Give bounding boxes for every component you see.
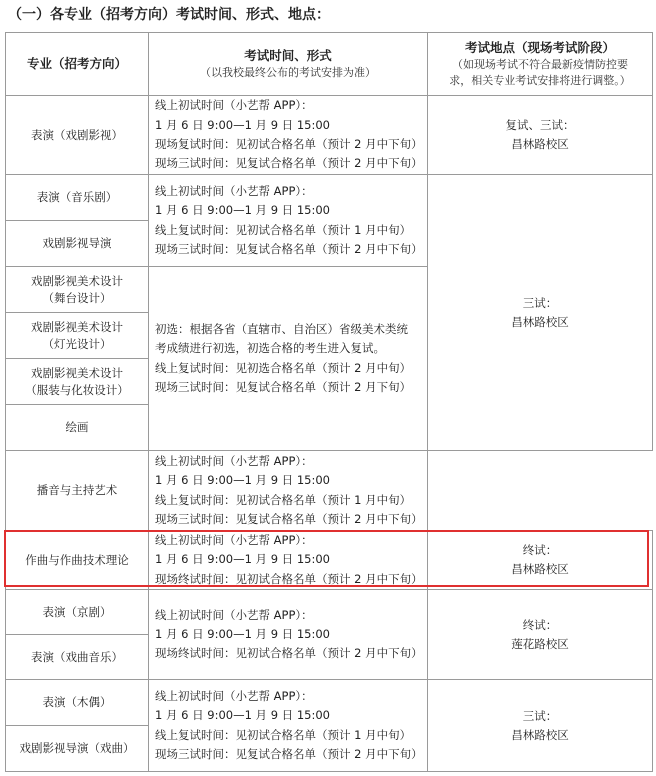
- time-cell: 线上初试时间（小艺帮 APP）： 1 月 6 日 9:00—1 月 9 日 15:00 现场复试时间：见初试合格名单（预计 2 月中下旬） 现场三试时间：见复试合格名单（预计 2 月中下旬）: [149, 96, 428, 175]
- exam-schedule-table: [5, 32, 653, 772]
- major-cell: 表演（戏剧影视）: [6, 96, 149, 175]
- major-cell: 绘画: [6, 405, 149, 451]
- major-cell: 表演（京剧）: [6, 590, 149, 635]
- location-cell: 三试： 昌林路校区: [428, 175, 653, 451]
- table-row: [6, 590, 653, 635]
- major-cell: 表演（音乐剧）: [6, 175, 149, 221]
- major-cell: 戏剧影视美术设计 （舞台设计）: [6, 267, 149, 313]
- header-location-title: 考试地点（现场考试阶段）: [464, 40, 615, 55]
- time-cell: 线上初试时间（小艺帮 APP）： 1 月 6 日 9:00—1 月 9 日 15:00 线上复试时间：见初试合格名单（预计 1 月中旬） 现场三试时间：见复试合格名单（预计 2 月中下旬）: [149, 175, 428, 267]
- major-cell: 戏剧影视美术设计 （服装与化妆设计）: [6, 359, 149, 405]
- major-cell: 表演（戏曲音乐）: [6, 635, 149, 680]
- header-time-title: 考试时间、形式: [244, 48, 332, 63]
- header-time-note: （以我校最终公布的考试安排为准）: [200, 66, 376, 79]
- location-cell: 复试、三试： 昌林路校区: [428, 96, 653, 175]
- time-cell: 线上初试时间（小艺帮 APP）： 1 月 6 日 9:00—1 月 9 日 15:00 线上复试时间：见初试合格名单（预计 1 月中旬） 现场三试时间：见复试合格名单（预计 2 月中下旬）: [149, 451, 428, 531]
- major-cell: 表演（木偶）: [6, 680, 149, 726]
- time-cell: 线上初试时间（小艺帮 APP）： 1 月 6 日 9:00—1 月 9 日 15:00 现场终试时间：见初试合格名单（预计 2 月中下旬）: [149, 531, 428, 590]
- time-cell: 线上初试时间（小艺帮 APP）： 1 月 6 日 9:00—1 月 9 日 15:00 线上复试时间：见初试合格名单（预计 1 月中旬） 现场三试时间：见复试合格名单（预计 2 月中下旬）: [149, 680, 428, 772]
- table-row: [6, 680, 653, 726]
- header-row: [6, 33, 653, 96]
- major-cell: 戏剧影视导演: [6, 221, 149, 267]
- major-cell: 戏剧影视美术设计 （灯光设计）: [6, 313, 149, 359]
- time-cell: 线上初试时间（小艺帮 APP）： 1 月 6 日 9:00—1 月 9 日 15:00 现场终试时间：见初试合格名单（预计 2 月中下旬）: [149, 590, 428, 680]
- location-cell: 终试： 莲花路校区: [428, 590, 653, 680]
- time-cell: 初选：根据各省（直辖市、自治区）省级美术类统 考成绩进行初选，初选合格的考生进入复试。 线上复试时间：见初选合格名单（预计 2 月中旬） 现场三试时间：见复试合格名单（预计 2 月下旬）: [149, 267, 428, 451]
- major-cell: 戏剧影视导演（戏曲）: [6, 726, 149, 772]
- header-location-note-2: 求，相关专业考试安排将进行调整。）: [449, 74, 631, 87]
- table-row: [6, 175, 653, 221]
- header-major: 专业（招考方向）: [6, 33, 149, 96]
- major-cell: 播音与主持艺术: [6, 451, 149, 531]
- major-cell: 作曲与作曲技术理论: [6, 531, 149, 590]
- table-row: [6, 531, 653, 590]
- section-heading: （一）各专业（招考方向）考试时间、形式、地点：: [8, 7, 330, 23]
- header-location-note-1: （如现场考试不符合最新疫情防控要: [452, 58, 628, 71]
- location-cell: 三试： 昌林路校区: [428, 680, 653, 772]
- header-time-form: [149, 33, 428, 96]
- header-location: [428, 33, 653, 96]
- location-cell: 终试： 昌林路校区: [428, 531, 653, 590]
- table-row: [6, 451, 653, 531]
- table-row: [6, 96, 653, 175]
